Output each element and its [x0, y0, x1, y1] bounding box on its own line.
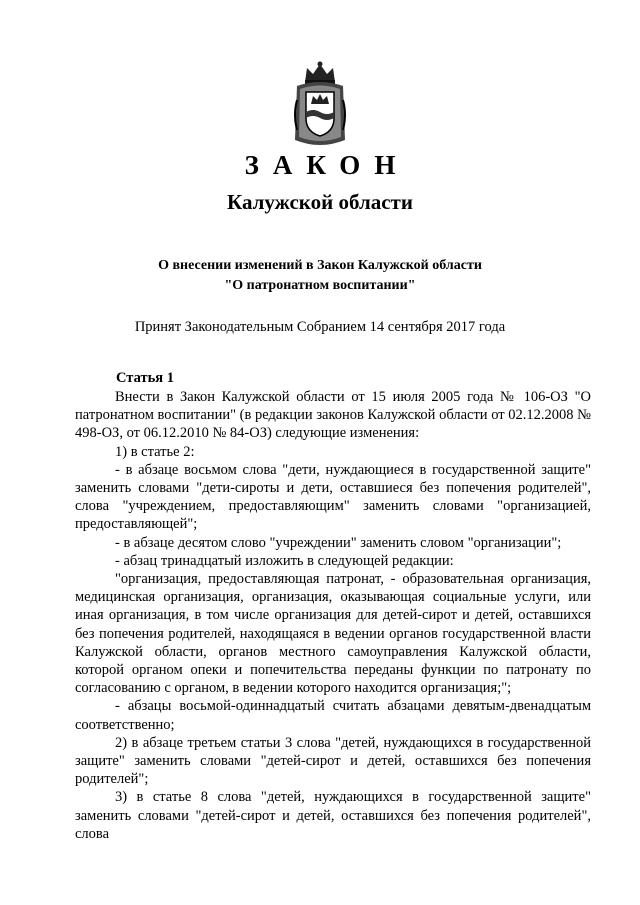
paragraph: 1) в статье 2: — [115, 443, 195, 460]
paragraph: "организация, предоставляющая патронат, - образовательная организация, медицинская организация, организация, оказывающая социальные услуги, или иная организация, в том числе организация для детей-сирот и детей, оставшихся без попечения родителей, находящаяся в ведении органов государственной власти Калужской области, органов местного самоуправления Калужской области, которой органом опеки и попечительства переданы функции по патронату по согласованию с органом, в ведении которого находится организация;"; — [75, 571, 591, 697]
kaluga-coat-of-arms-icon — [291, 60, 349, 150]
paragraph: - в абзаце восьмом слова "дети, нуждающиеся в государственной защите" заменить словами "дети-сироты и дети, оставшиеся без попечения родителей", слова "учреждением, предоставляющим" заменить словами "организацией, предоставляющей"; — [75, 461, 591, 533]
paragraph: - абзац тринадцатый изложить в следующей редакции: — [115, 552, 454, 569]
subtitle-line-1: О внесении изменений в Закон Калужской области — [158, 258, 482, 273]
article-body — [75, 388, 591, 843]
article-title: Статья 1 — [116, 370, 174, 386]
paragraph: 3) в статье 8 слова "детей, нуждающихся в государственной защите" заменить словами "детей-сирот и детей, оставшихся без попечения родителей", слова — [75, 789, 591, 842]
paragraph: - абзацы восьмой-одиннадцатый считать абзацами девятым-двенадцатым соответственно; — [75, 698, 591, 733]
paragraph: Внести в Закон Калужской области от 15 июля 2005 года № 106-ОЗ "О патронатном воспитании" (в редакции законов Калужской области от 02.12.2008 № 498-ОЗ, от 06.12.2010 № 84-ОЗ) следующие изменения: — [75, 389, 591, 442]
region-title: Калужской области — [227, 190, 413, 214]
law-subtitle — [0, 256, 640, 296]
law-title: ЗАКОН — [244, 150, 410, 180]
subtitle-line-2: "О патронатном воспитании" — [224, 278, 416, 293]
adoption-line: Принят Законодательным Собранием 14 сентября 2017 года — [134, 319, 506, 335]
paragraph: 2) в абзаце третьем статьи 3 слова "детей, нуждающихся в государственной защите" заменить словами "детей-сирот и детей, оставшихся без попечения родителей"; — [75, 734, 591, 788]
paragraph: - в абзаце десятом слово "учреждении" заменить словом "организации"; — [115, 534, 562, 551]
